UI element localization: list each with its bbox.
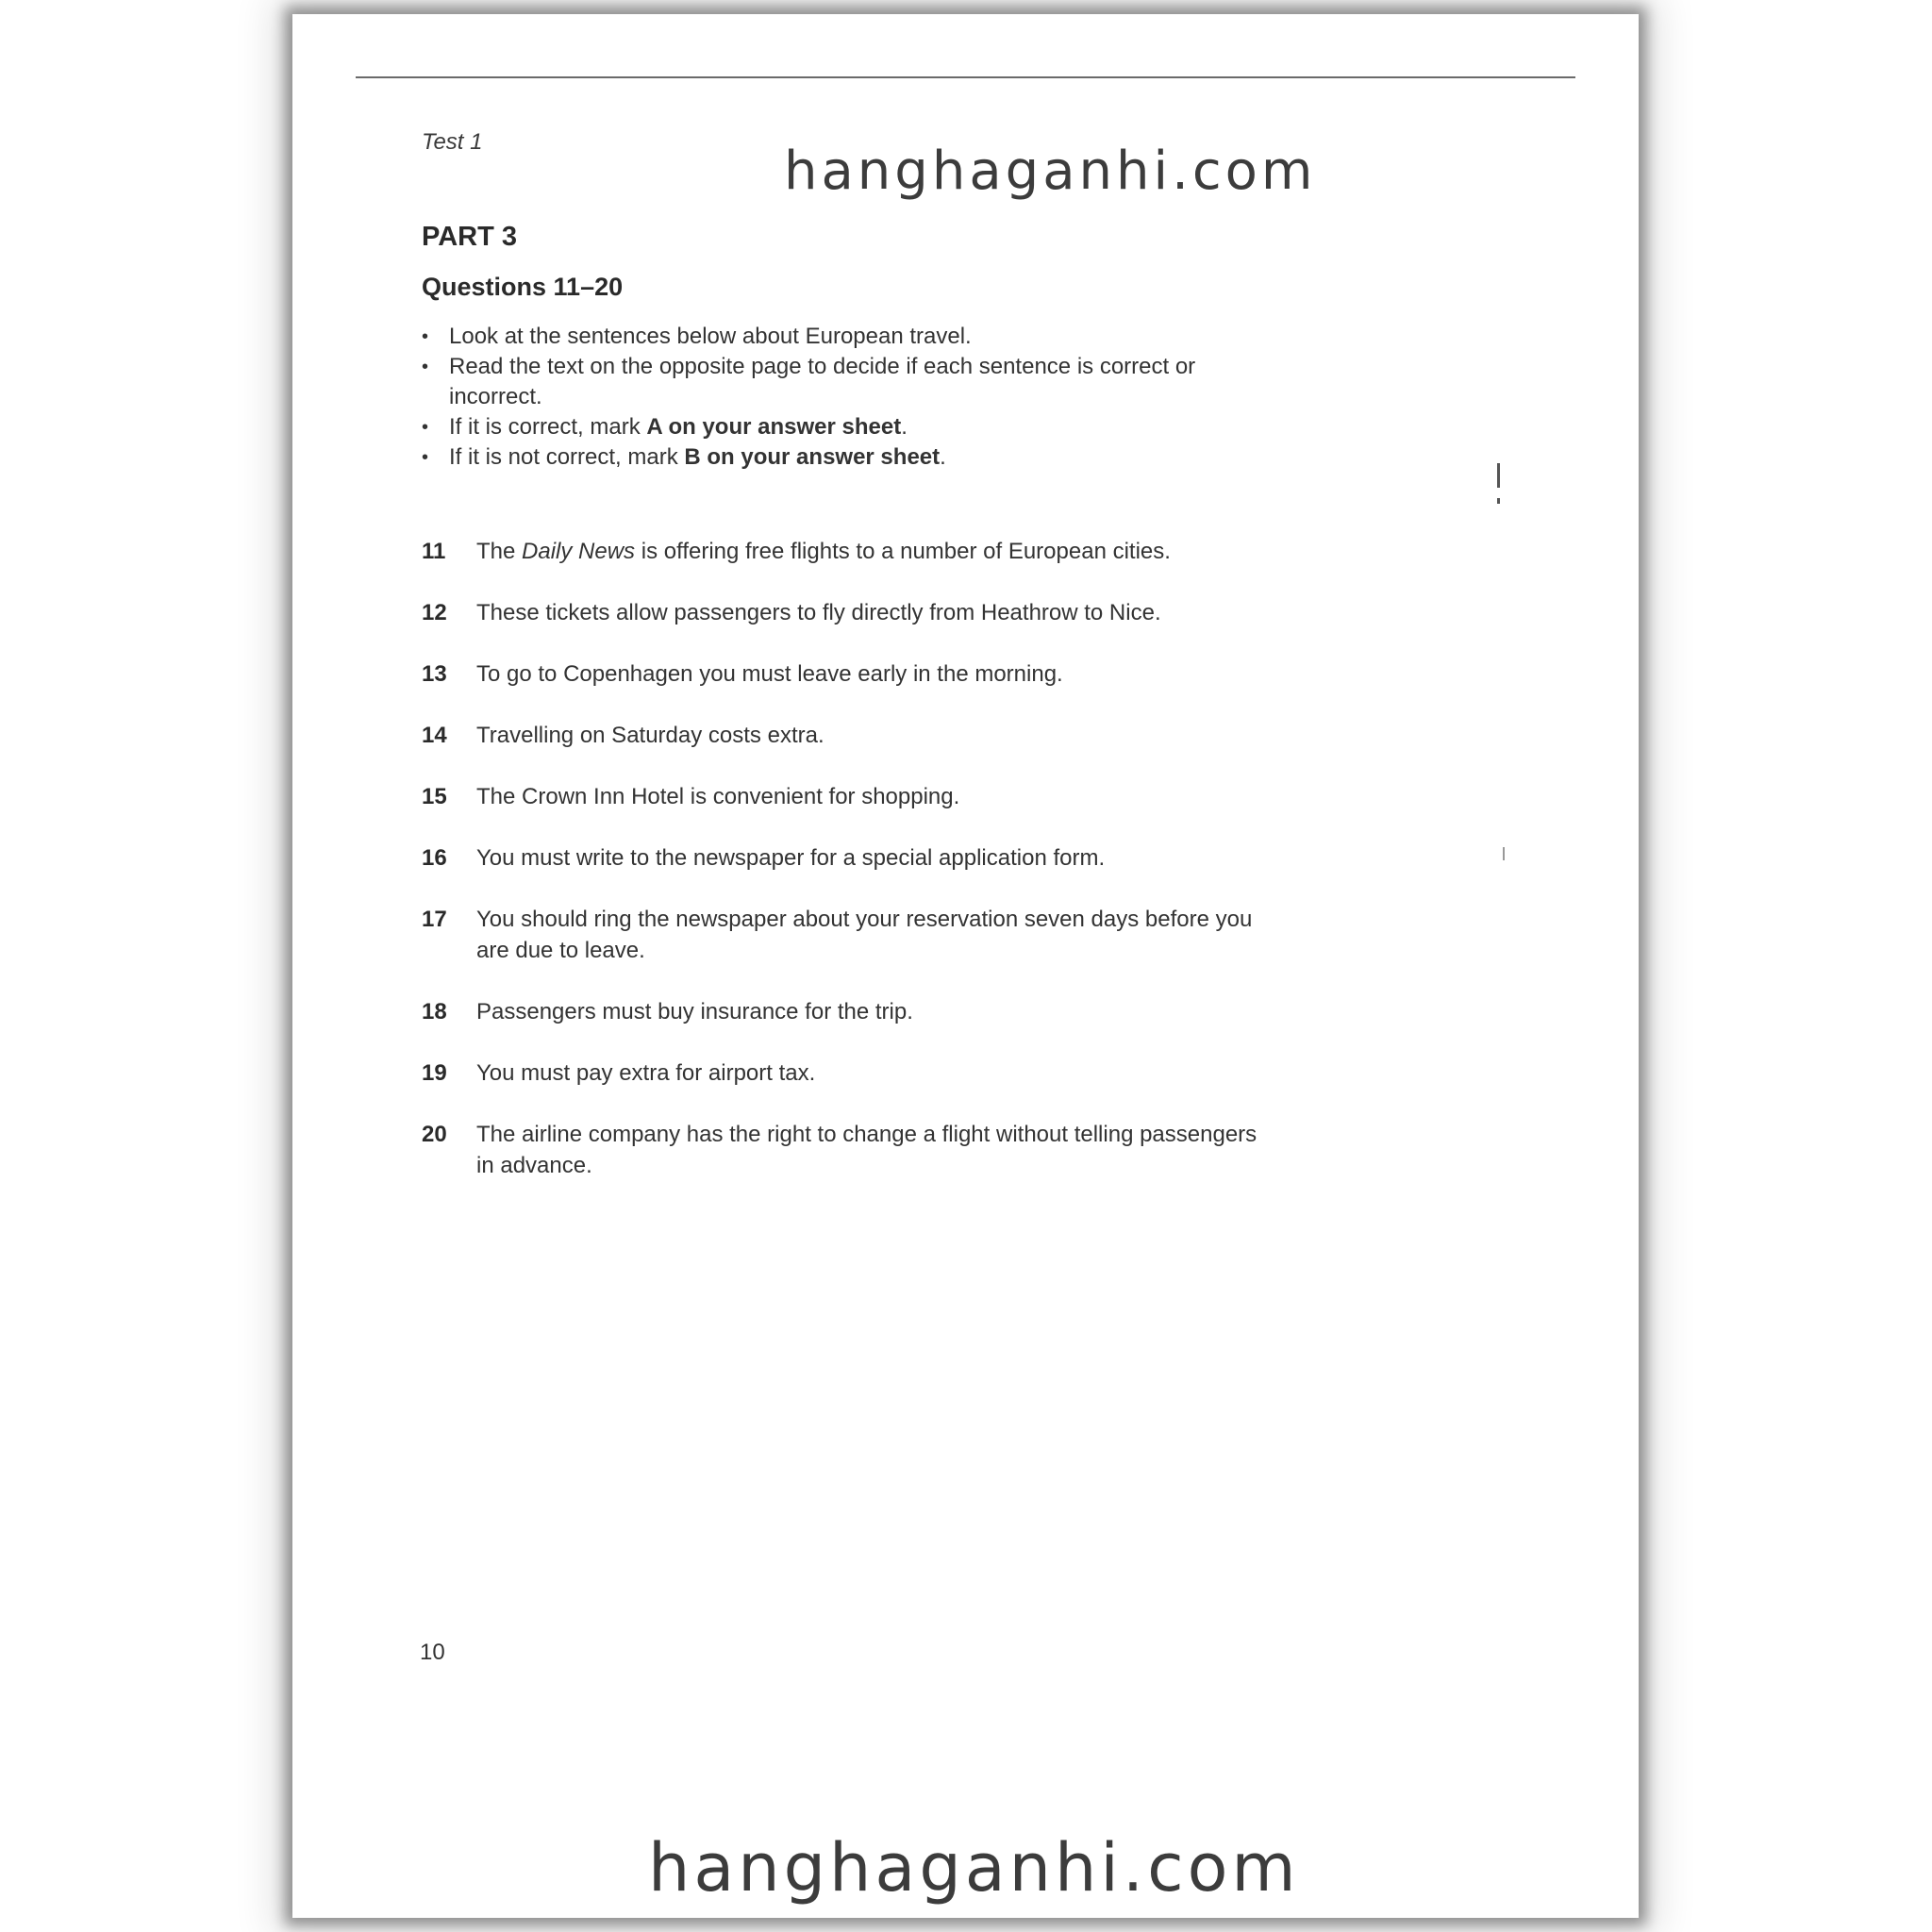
watermark-top: hanghaganhi.com — [784, 141, 1317, 202]
instruction-item — [422, 352, 1271, 412]
question-number: 17 — [422, 907, 447, 932]
question-text: The airline company has the right to change a flight without telling passengers in advance. — [476, 1122, 1257, 1178]
question-item — [422, 1058, 1365, 1089]
instruction-item — [422, 412, 1271, 442]
instruction-text-end: . — [940, 444, 946, 470]
bullet-icon: • — [422, 417, 429, 438]
question-item — [422, 781, 1365, 812]
question-item — [422, 720, 1365, 751]
running-head: Test 1 — [422, 129, 483, 155]
question-item — [422, 904, 1365, 966]
margin-scan-mark — [1497, 463, 1500, 488]
question-number: 15 — [422, 784, 447, 809]
question-text: You must pay extra for airport tax. — [476, 1060, 816, 1086]
margin-scan-mark — [1503, 847, 1505, 860]
questions-list — [422, 536, 1365, 1211]
question-number: 11 — [422, 539, 446, 564]
question-item — [422, 597, 1365, 628]
question-text-end: is offering free flights to a number of European cities. — [635, 539, 1171, 564]
question-number: 13 — [422, 661, 447, 687]
question-item — [422, 536, 1365, 567]
question-text: Travelling on Saturday costs extra. — [476, 723, 824, 748]
header-rule — [356, 76, 1575, 78]
instruction-text: If it is correct, mark — [449, 414, 647, 440]
bullet-icon: • — [422, 447, 429, 468]
question-item — [422, 1119, 1365, 1181]
question-number: 19 — [422, 1060, 447, 1086]
question-item — [422, 842, 1365, 874]
question-text: These tickets allow passengers to fly directly from Heathrow to Nice. — [476, 600, 1161, 625]
question-text: Passengers must buy insurance for the trip. — [476, 999, 913, 1024]
watermark-bottom: hanghaganhi.com — [648, 1829, 1300, 1907]
question-text: You must write to the newspaper for a special application form. — [476, 845, 1106, 871]
part-title: PART 3 — [422, 222, 517, 252]
instruction-text: Look at the sentences below about European travel. — [449, 324, 972, 349]
instruction-emphasis: B on your answer sheet — [684, 444, 941, 470]
instruction-text: Read the text on the opposite page to decide if each sentence is correct or incorrect. — [449, 354, 1196, 409]
question-item — [422, 658, 1365, 690]
instructions-list — [422, 322, 1271, 473]
question-number: 18 — [422, 999, 447, 1024]
instruction-item — [422, 322, 1271, 352]
question-text-start: The — [476, 539, 523, 564]
instruction-item — [422, 442, 1271, 473]
question-number: 14 — [422, 723, 447, 748]
instruction-emphasis: A on your answer sheet — [646, 414, 902, 440]
instruction-text: If it is not correct, mark — [449, 444, 685, 470]
questions-range-heading: Questions 11–20 — [422, 273, 624, 301]
question-text: You should ring the newspaper about your reservation seven days before you are due to leave. — [476, 907, 1253, 963]
bullet-icon: • — [422, 357, 429, 377]
question-number: 20 — [422, 1122, 447, 1147]
question-item — [422, 996, 1365, 1027]
document-page — [292, 14, 1639, 1918]
bullet-icon: • — [422, 326, 429, 347]
instruction-text-end: . — [901, 414, 908, 440]
page-number: 10 — [420, 1640, 445, 1665]
question-number: 12 — [422, 600, 447, 625]
newspaper-name: Daily News — [522, 539, 636, 564]
question-number: 16 — [422, 845, 447, 871]
question-text: The Crown Inn Hotel is convenient for shopping. — [476, 784, 960, 809]
question-text: To go to Copenhagen you must leave early in the morning. — [476, 661, 1063, 687]
question-text — [476, 536, 1274, 567]
margin-scan-mark — [1497, 498, 1500, 504]
